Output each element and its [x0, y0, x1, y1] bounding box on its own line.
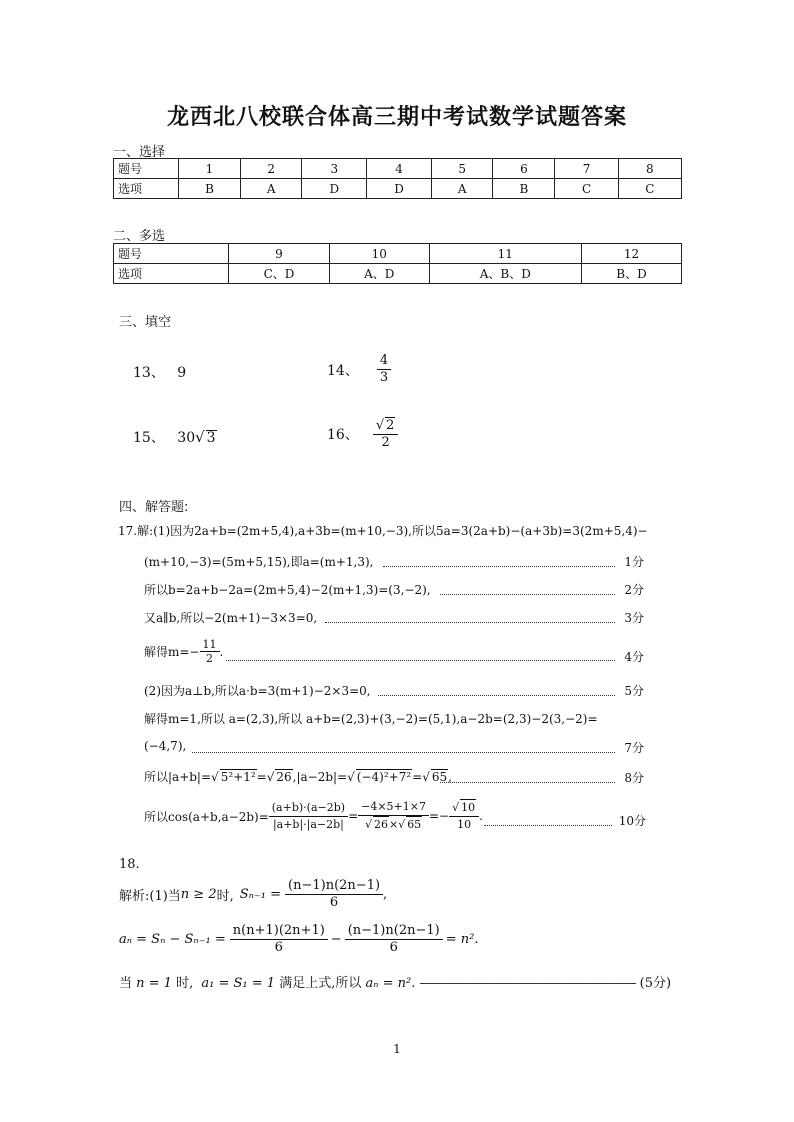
- sqrt-icon: √: [375, 418, 385, 433]
- radicand: (−4)²+7²: [356, 770, 412, 784]
- leader-dashes: ——————————————————: [419, 976, 636, 991]
- table-cell: D: [367, 179, 432, 199]
- question-number: 16、: [327, 427, 359, 443]
- table-row: [114, 159, 682, 179]
- sqrt-icon: √: [452, 801, 460, 814]
- q17-line-4: 又a∥b,所以−2(m+1)−3×3=0,: [144, 611, 318, 625]
- table-cell: 10: [329, 244, 429, 264]
- q17-line-1: 17.解:(1)因为2a+b=(2m+5,4),a+3b=(m+10,−3),所以5a=3(2a+b)−(a+3b)=3(2m+5,4)−: [118, 524, 648, 538]
- table-cell: C、D: [229, 264, 330, 284]
- fraction-numerator: 11: [200, 638, 220, 652]
- fraction-denominator: 6: [389, 940, 398, 955]
- table-cell: 5: [431, 159, 492, 179]
- score-label: 4分: [624, 650, 644, 664]
- table-cell: 1: [179, 159, 241, 179]
- fraction-denominator: 6: [329, 895, 339, 910]
- expression-text: 当: [119, 976, 133, 991]
- fraction-denominator: |a+b|·|a−2b|: [272, 817, 344, 831]
- table-cell: 12: [581, 244, 681, 264]
- fill-answer-13: [133, 362, 186, 382]
- radicand: 65: [431, 770, 448, 784]
- leader-dots: [325, 622, 615, 623]
- fraction: [200, 638, 220, 665]
- fraction-numerator: n(n+1)(2n+1): [230, 923, 328, 940]
- sqrt-icon: √: [398, 818, 406, 831]
- expression-text: 所以|a+b|=: [144, 770, 212, 784]
- expression-text: =: [348, 809, 359, 823]
- table-cell: B: [493, 179, 555, 199]
- table-cell: B、D: [581, 264, 681, 284]
- choice-answer-table: [113, 158, 682, 199]
- expression-text: .: [479, 809, 483, 823]
- expression-text: aₙ = n².: [365, 976, 416, 991]
- table-row: [114, 244, 682, 264]
- q17-line-5: [144, 638, 223, 665]
- radicand: 10: [461, 801, 476, 814]
- answer-radicand: 3: [206, 430, 216, 446]
- q17-line-2: (m+10,−3)=(5m+5,15),即a=(m+1,3),: [144, 555, 374, 569]
- expression-text: −: [330, 932, 342, 947]
- expression-text: a₁ = S₁ = 1: [201, 976, 276, 991]
- expression-text: 所以cos(a+b,a−2b)=: [144, 809, 269, 824]
- table-cell: 7: [555, 159, 618, 179]
- table-cell: A、D: [329, 264, 429, 284]
- table-cell: 2: [241, 159, 302, 179]
- expression-text: =−: [429, 809, 450, 823]
- expression-text: n ≥ 2: [180, 887, 217, 902]
- sqrt-icon: √: [266, 770, 275, 784]
- q17-line-7: 解得m=1,所以 a=(2,3),所以 a+b=(2,3)+(3,−2)=(5,1),a−2b=(2,3)−2(3,−2)=: [144, 712, 598, 726]
- question-number: 14、: [327, 362, 359, 379]
- leader-dots: [484, 825, 612, 826]
- score-label: 8分: [624, 771, 644, 785]
- table-header-cell: 题号: [114, 159, 179, 179]
- radicand: 65: [407, 818, 422, 831]
- table-cell: 9: [229, 244, 330, 264]
- page-title: 龙西北八校联合体高三期中考试数学试题答案: [166, 105, 627, 130]
- multi-choice-answer-table: [113, 243, 682, 284]
- score-label: 2分: [624, 583, 644, 597]
- section-2-heading: 二、多选: [113, 229, 166, 244]
- fraction: [358, 799, 429, 833]
- score-label: 3分: [624, 611, 644, 625]
- expression-text: 时,: [216, 889, 234, 904]
- fill-answer-16: [327, 417, 398, 451]
- fraction: [345, 923, 443, 956]
- table-cell: 3: [302, 159, 367, 179]
- expression-text: n = 1: [136, 976, 172, 991]
- q17-line-10: [144, 799, 483, 833]
- section-4-heading: 四、解答题:: [119, 500, 189, 515]
- fill-answer-15: [133, 427, 217, 447]
- page-number: 1: [393, 1042, 401, 1056]
- q17-line-6: (2)因为a⊥b,所以a·b=3(m+1)−2×3=0,: [144, 684, 371, 698]
- section-1-heading: 一、选择: [113, 145, 166, 160]
- expression-text: 满足上式,所以: [279, 976, 362, 991]
- table-cell: 11: [429, 244, 581, 264]
- table-cell: 4: [367, 159, 432, 179]
- fraction: [377, 353, 391, 386]
- score-label: 7分: [624, 741, 644, 755]
- expression-text: aₙ = Sₙ − Sₙ₋₁ =: [119, 932, 226, 947]
- fraction-numerator: [373, 417, 399, 435]
- fraction: [269, 800, 348, 833]
- expression-text: 解得m=−: [144, 645, 200, 659]
- expression-text: 时,: [176, 976, 194, 991]
- expression-text: 解析:(1)当: [119, 889, 181, 904]
- sqrt-icon: √: [422, 770, 430, 784]
- radicand: 5²+1²: [220, 770, 256, 784]
- table-header-cell: 题号: [114, 244, 229, 264]
- expression-text: Sₙ₋₁ =: [239, 887, 282, 902]
- table-cell: 6: [493, 159, 555, 179]
- fraction: [285, 878, 383, 911]
- fill-answer-14: [327, 353, 391, 386]
- score-label: (5分): [639, 976, 672, 991]
- expression-text: ,: [448, 770, 452, 784]
- radicand: 26: [373, 818, 388, 831]
- table-header-cell: 选项: [114, 264, 229, 284]
- leader-dots: [378, 695, 615, 696]
- expression-text: = n².: [445, 932, 479, 947]
- table-cell: C: [555, 179, 618, 199]
- table-row: [114, 264, 682, 284]
- score-label: 10分: [618, 814, 646, 828]
- q18-line-2: [119, 923, 478, 956]
- fraction: [373, 417, 399, 451]
- expression-text: =: [256, 770, 267, 784]
- expression-text: =: [412, 770, 423, 784]
- section-3-heading: 三、填空: [119, 315, 172, 330]
- fraction-denominator: 3: [379, 370, 389, 385]
- fraction-denominator: [365, 816, 422, 833]
- score-label: 5分: [624, 684, 644, 698]
- leader-dots: [192, 752, 615, 753]
- table-cell: A: [241, 179, 302, 199]
- fraction-numerator: −4×5+1×7: [358, 799, 429, 816]
- fraction: [449, 799, 479, 833]
- leader-dots: [440, 782, 615, 783]
- fraction-denominator: 6: [274, 940, 283, 955]
- table-cell: A、B、D: [429, 264, 581, 284]
- table-cell: D: [302, 179, 367, 199]
- q18-line-3: [119, 972, 671, 991]
- fraction-denominator: 2: [381, 435, 390, 450]
- leader-dots: [383, 566, 615, 567]
- sqrt-icon: √: [195, 428, 205, 446]
- expression-text: ×: [388, 818, 399, 831]
- table-cell: B: [179, 179, 241, 199]
- question-number: 13、: [133, 365, 165, 381]
- answer-coefficient: 30: [177, 430, 196, 446]
- fraction-denominator: 10: [457, 818, 472, 831]
- fraction-numerator: (n−1)n(2n−1): [345, 923, 443, 940]
- q17-line-8: (−4,7),: [144, 739, 187, 753]
- sqrt-icon: √: [364, 818, 372, 831]
- leader-dots: [440, 594, 615, 595]
- table-cell: C: [618, 179, 681, 199]
- sqrt-icon: √: [347, 770, 355, 784]
- question-number: 15、: [133, 430, 165, 446]
- expression-text: .: [219, 644, 224, 659]
- fraction-numerator: (a+b)·(a−2b): [269, 800, 348, 817]
- table-header-cell: 选项: [114, 179, 179, 199]
- fraction: [230, 923, 328, 956]
- fraction-numerator: [449, 799, 479, 817]
- radicand: 2: [386, 418, 395, 433]
- expression-text: ,|a−2b|=: [292, 770, 348, 784]
- score-label: 1分: [624, 555, 644, 569]
- table-cell: A: [431, 179, 492, 199]
- sqrt-icon: √: [211, 770, 219, 784]
- q17-line-3: 所以b=2a+b−2a=(2m+5,4)−2(m+1,3)=(3,−2),: [144, 583, 431, 597]
- q17-line-9: [144, 768, 452, 785]
- fraction-numerator: (n−1)n(2n−1): [285, 878, 383, 895]
- q18-line-1: [119, 878, 387, 911]
- table-row: [114, 179, 682, 199]
- radicand: 26: [276, 770, 292, 784]
- fraction-denominator: 2: [206, 652, 213, 665]
- answer-value: 9: [177, 365, 187, 381]
- table-cell: 8: [618, 159, 681, 179]
- fraction-numerator: 4: [377, 353, 391, 370]
- q18-number: 18.: [119, 857, 140, 872]
- expression-text: ,: [383, 887, 388, 902]
- leader-dots: [226, 660, 615, 661]
